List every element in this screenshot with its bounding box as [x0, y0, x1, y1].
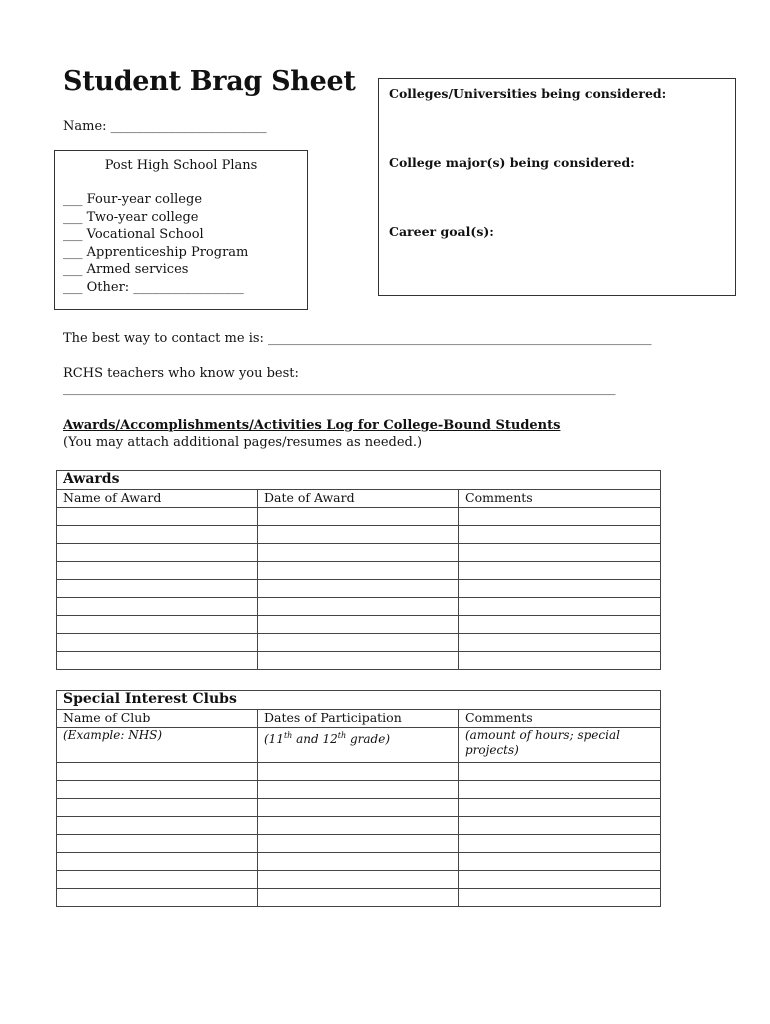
post-high-school-plans-box [54, 150, 308, 310]
column-header: Dates of Participation [258, 710, 459, 728]
table-row [57, 580, 661, 598]
table-cell[interactable] [57, 634, 258, 652]
table-cell[interactable] [57, 652, 258, 670]
table-row [57, 799, 661, 817]
table-cell[interactable] [459, 616, 661, 634]
table-cell[interactable] [459, 817, 661, 835]
table-cell[interactable] [57, 889, 258, 907]
table-cell[interactable] [258, 835, 459, 853]
plan-option-vocational[interactable]: ___ Vocational School [63, 227, 204, 243]
awards-table [56, 470, 661, 670]
page-title: Student Brag Sheet [63, 66, 356, 97]
table-cell[interactable] [258, 799, 459, 817]
table-cell[interactable] [258, 871, 459, 889]
table-cell[interactable] [57, 526, 258, 544]
table-cell[interactable] [57, 763, 258, 781]
table-cell[interactable] [459, 835, 661, 853]
table-cell[interactable] [258, 508, 459, 526]
awards-section-title: Awards [57, 471, 661, 490]
clubs-section-title: Special Interest Clubs [57, 691, 661, 710]
table-row [57, 763, 661, 781]
table-cell[interactable] [258, 634, 459, 652]
table-cell[interactable] [258, 652, 459, 670]
table-cell[interactable] [258, 598, 459, 616]
considerations-box [378, 78, 736, 296]
table-cell[interactable] [258, 580, 459, 598]
column-header: Comments [459, 490, 661, 508]
table-cell[interactable] [57, 817, 258, 835]
teachers-line[interactable]: _____________________________________________________________________________________ [63, 381, 616, 396]
example-club: (Example: NHS) [57, 728, 258, 763]
table-cell[interactable] [258, 616, 459, 634]
plan-option-armed-services[interactable]: ___ Armed services [63, 262, 189, 278]
example-row [57, 728, 661, 763]
table-row [57, 508, 661, 526]
table-cell[interactable] [57, 580, 258, 598]
majors-considered-label: College major(s) being considered: [389, 155, 635, 170]
table-cell[interactable] [57, 544, 258, 562]
table-cell[interactable] [459, 652, 661, 670]
table-cell[interactable] [258, 781, 459, 799]
table-cell[interactable] [57, 799, 258, 817]
plan-option-four-year[interactable]: ___ Four-year college [63, 192, 203, 207]
table-row [57, 544, 661, 562]
table-cell[interactable] [258, 544, 459, 562]
plan-option-other[interactable]: ___ Other: _________________ [63, 279, 244, 295]
column-header: Date of Award [258, 490, 459, 508]
log-title: Awards/Accomplishments/Activities Log for College-Bound Students [63, 418, 561, 433]
table-cell[interactable] [459, 526, 661, 544]
name-field-line[interactable]: Name: ________________________ [63, 119, 267, 134]
table-row [57, 598, 661, 616]
table-cell[interactable] [57, 562, 258, 580]
table-cell[interactable] [459, 598, 661, 616]
table-cell[interactable] [57, 781, 258, 799]
table-cell[interactable] [258, 526, 459, 544]
table-cell[interactable] [258, 562, 459, 580]
table-cell[interactable] [459, 580, 661, 598]
table-cell[interactable] [459, 508, 661, 526]
table-cell[interactable] [459, 763, 661, 781]
table-cell[interactable] [459, 889, 661, 907]
table-row [57, 817, 661, 835]
table-cell[interactable] [459, 871, 661, 889]
table-cell[interactable] [459, 562, 661, 580]
clubs-table [56, 690, 661, 907]
table-row [57, 853, 661, 871]
table-cell[interactable] [459, 544, 661, 562]
table-cell[interactable] [258, 889, 459, 907]
table-cell[interactable] [258, 817, 459, 835]
table-cell[interactable] [57, 871, 258, 889]
table-cell[interactable] [258, 853, 459, 871]
table-cell[interactable] [459, 853, 661, 871]
table-cell[interactable] [459, 781, 661, 799]
table-row [57, 616, 661, 634]
table-row [57, 889, 661, 907]
table-row [57, 835, 661, 853]
table-cell[interactable] [57, 853, 258, 871]
table-cell[interactable] [57, 508, 258, 526]
column-header: Name of Club [57, 710, 258, 728]
table-cell[interactable] [258, 763, 459, 781]
example-dates: (11th and 12th grade) [258, 728, 459, 763]
table-cell[interactable] [57, 835, 258, 853]
table-row [57, 526, 661, 544]
clubs-header-row [57, 710, 661, 728]
career-goals-label: Career goal(s): [389, 224, 494, 239]
contact-line[interactable]: The best way to contact me is: ___________________________________________________________ [63, 331, 652, 346]
plan-option-apprenticeship[interactable]: ___ Apprenticeship Program [63, 244, 249, 260]
log-subtitle: (You may attach additional pages/resumes as needed.) [63, 435, 423, 450]
table-row [57, 652, 661, 670]
plans-options-list [63, 191, 248, 297]
table-cell[interactable] [459, 634, 661, 652]
table-row [57, 634, 661, 652]
table-cell[interactable] [57, 616, 258, 634]
plan-option-two-year[interactable]: ___ Two-year college [63, 209, 199, 225]
colleges-considered-label: Colleges/Universities being considered: [389, 86, 667, 101]
example-comments: (amount of hours; special projects) [459, 728, 661, 763]
table-row [57, 871, 661, 889]
awards-header-row [57, 490, 661, 508]
table-cell[interactable] [459, 799, 661, 817]
column-header: Name of Award [57, 490, 258, 508]
table-row [57, 562, 661, 580]
table-row [57, 781, 661, 799]
column-header: Comments [459, 710, 661, 728]
table-cell[interactable] [57, 598, 258, 616]
teachers-label: RCHS teachers who know you best: [63, 366, 299, 381]
plans-title: Post High School Plans [104, 158, 258, 173]
